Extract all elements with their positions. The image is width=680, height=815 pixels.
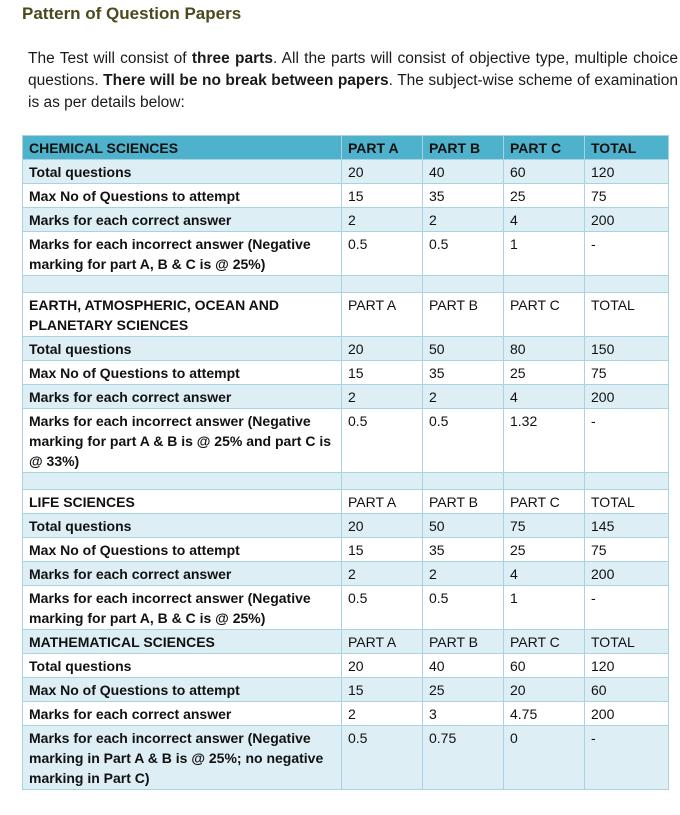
table-cell: 1 — [504, 232, 585, 276]
row-label: Max No of Questions to attempt — [23, 184, 342, 208]
table-cell: 25 — [504, 184, 585, 208]
part-c-heading: PART C — [504, 630, 585, 654]
row-label: Marks for each incorrect answer (Negative marking for part A, B & C is @ 25%) — [23, 586, 342, 630]
table-cell: 60 — [585, 678, 669, 702]
spacer-cell — [423, 473, 504, 490]
table-cell: 200 — [585, 385, 669, 409]
table-row — [23, 337, 669, 361]
spacer-cell — [504, 276, 585, 293]
total-heading: TOTAL — [585, 630, 669, 654]
table-cell: 2 — [423, 208, 504, 232]
table-cell: 0 — [504, 726, 585, 790]
exam-scheme-table — [22, 135, 669, 790]
table-row — [23, 586, 669, 630]
table-row — [23, 562, 669, 586]
table-cell: 2 — [342, 208, 423, 232]
table-cell: 20 — [342, 337, 423, 361]
total-heading: TOTAL — [585, 136, 669, 160]
spacer-cell — [342, 276, 423, 293]
table-cell: 25 — [423, 678, 504, 702]
table-cell: 50 — [423, 514, 504, 538]
table-row — [23, 385, 669, 409]
row-label: Total questions — [23, 337, 342, 361]
table-cell: 0.5 — [342, 232, 423, 276]
table-cell: 60 — [504, 160, 585, 184]
intro-text-2: . All the parts will consist of objective type, multiple choice questions. — [28, 50, 678, 89]
mathematical-sciences-header-row — [23, 630, 669, 654]
row-label: Total questions — [23, 160, 342, 184]
table-cell: 20 — [504, 678, 585, 702]
table-cell: 20 — [342, 160, 423, 184]
table-row — [23, 409, 669, 473]
table-cell: 200 — [585, 208, 669, 232]
row-label: Marks for each correct answer — [23, 562, 342, 586]
table-cell: 4.75 — [504, 702, 585, 726]
table-cell: 25 — [504, 361, 585, 385]
table-row — [23, 654, 669, 678]
table-cell: 50 — [423, 337, 504, 361]
row-label: Max No of Questions to attempt — [23, 678, 342, 702]
row-label: Marks for each incorrect answer (Negative marking for part A & B is @ 25% and part C is @ 33%) — [23, 409, 342, 473]
table-cell: 80 — [504, 337, 585, 361]
table-cell: 1 — [504, 586, 585, 630]
part-c-heading: PART C — [504, 293, 585, 337]
row-label: Marks for each correct answer — [23, 208, 342, 232]
intro-text-3: . The subject-wise scheme of examination is as per details below: — [28, 72, 678, 111]
table-cell: 200 — [585, 562, 669, 586]
table-row — [23, 208, 669, 232]
row-label: Total questions — [23, 514, 342, 538]
table-cell: 2 — [342, 562, 423, 586]
table-cell: 2 — [342, 385, 423, 409]
part-c-heading: PART C — [504, 136, 585, 160]
table-cell: 35 — [423, 361, 504, 385]
table-cell: 20 — [342, 654, 423, 678]
table-cell: 1.32 — [504, 409, 585, 473]
table-cell: - — [585, 586, 669, 630]
table-row — [23, 514, 669, 538]
table-cell: 35 — [423, 538, 504, 562]
part-b-heading: PART B — [423, 490, 504, 514]
spacer-cell — [342, 473, 423, 490]
table-row — [23, 702, 669, 726]
spacer-cell — [504, 473, 585, 490]
table-cell: 40 — [423, 160, 504, 184]
total-heading: TOTAL — [585, 490, 669, 514]
chemical-sciences-header-row — [23, 136, 669, 160]
part-a-heading: PART A — [342, 630, 423, 654]
table-row — [23, 538, 669, 562]
page-title: Pattern of Question Papers — [22, 4, 242, 23]
table-cell: 0.5 — [342, 726, 423, 790]
table-cell: 0.75 — [423, 726, 504, 790]
spacer-cell — [23, 276, 342, 293]
section-title: CHEMICAL SCIENCES — [23, 136, 342, 160]
section-spacer-row — [23, 473, 669, 490]
table-cell: 75 — [585, 184, 669, 208]
spacer-cell — [585, 276, 669, 293]
table-cell: 145 — [585, 514, 669, 538]
section-title: MATHEMATICAL SCIENCES — [23, 630, 342, 654]
intro-paragraph — [28, 48, 678, 114]
row-label: Marks for each incorrect answer (Negative marking in Part A & B is @ 25%; no negative marking in Part C) — [23, 726, 342, 790]
table-cell: 40 — [423, 654, 504, 678]
row-label: Marks for each correct answer — [23, 702, 342, 726]
total-heading: TOTAL — [585, 293, 669, 337]
table-cell: 25 — [504, 538, 585, 562]
table-cell: 0.5 — [342, 586, 423, 630]
table-row — [23, 160, 669, 184]
spacer-cell — [23, 473, 342, 490]
earth-sciences-header-row — [23, 293, 669, 337]
table-cell: 200 — [585, 702, 669, 726]
part-b-heading: PART B — [423, 293, 504, 337]
spacer-cell — [423, 276, 504, 293]
table-cell: 4 — [504, 208, 585, 232]
table-cell: 4 — [504, 385, 585, 409]
section-title: LIFE SCIENCES — [23, 490, 342, 514]
table-cell: 15 — [342, 361, 423, 385]
table-cell: 120 — [585, 654, 669, 678]
part-b-heading: PART B — [423, 630, 504, 654]
table-cell: 0.5 — [423, 232, 504, 276]
part-a-heading: PART A — [342, 490, 423, 514]
table-cell: 4 — [504, 562, 585, 586]
table-row — [23, 726, 669, 790]
table-cell: - — [585, 726, 669, 790]
table-cell: 2 — [423, 562, 504, 586]
row-label: Max No of Questions to attempt — [23, 538, 342, 562]
table-cell: 2 — [342, 702, 423, 726]
row-label: Marks for each incorrect answer (Negative marking for part A, B & C is @ 25%) — [23, 232, 342, 276]
intro-text-1: The Test will consist of — [28, 50, 192, 67]
table-cell: - — [585, 232, 669, 276]
row-label: Max No of Questions to attempt — [23, 361, 342, 385]
table-cell: 0.5 — [423, 586, 504, 630]
row-label: Marks for each correct answer — [23, 385, 342, 409]
table-cell: 15 — [342, 538, 423, 562]
table-row — [23, 184, 669, 208]
table-cell: 15 — [342, 678, 423, 702]
table-cell: 35 — [423, 184, 504, 208]
section-title: EARTH, ATMOSPHERIC, OCEAN AND PLANETARY SCIENCES — [23, 293, 342, 337]
table-cell: 75 — [585, 538, 669, 562]
table-cell: 2 — [423, 385, 504, 409]
table-cell: 3 — [423, 702, 504, 726]
row-label: Total questions — [23, 654, 342, 678]
part-a-heading: PART A — [342, 293, 423, 337]
table-row — [23, 232, 669, 276]
table-cell: 75 — [585, 361, 669, 385]
table-cell: 75 — [504, 514, 585, 538]
table-row — [23, 361, 669, 385]
spacer-cell — [585, 473, 669, 490]
section-spacer-row — [23, 276, 669, 293]
intro-bold-2: There will be no break between papers — [103, 72, 389, 89]
table-cell: 20 — [342, 514, 423, 538]
table-cell: - — [585, 409, 669, 473]
table-cell: 120 — [585, 160, 669, 184]
table-cell: 60 — [504, 654, 585, 678]
part-a-heading: PART A — [342, 136, 423, 160]
table-cell: 0.5 — [423, 409, 504, 473]
table-row — [23, 678, 669, 702]
life-sciences-header-row — [23, 490, 669, 514]
table-cell: 0.5 — [342, 409, 423, 473]
part-b-heading: PART B — [423, 136, 504, 160]
intro-bold-1: three parts — [191, 50, 273, 67]
part-c-heading: PART C — [504, 490, 585, 514]
table-cell: 150 — [585, 337, 669, 361]
table-cell: 15 — [342, 184, 423, 208]
